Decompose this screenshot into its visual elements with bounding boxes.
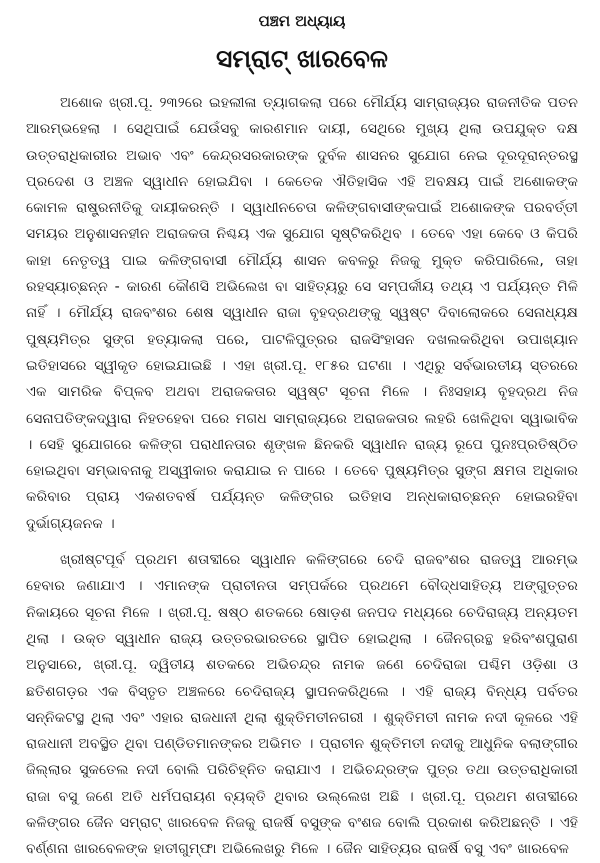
paragraph-2: ଖ୍ରୀଷ୍ଟପୂର୍ବ ପ୍ରଥମ ଶତାବ୍ଦୀରେ ସ୍ୱାଧୀନ କଳିଙ୍ଗରେ ଚେଦି ରାଜବଂଶର ରାଜତ୍ୱ ଆରମ୍ଭ ହେବାର ଜଣାଯାଏ । ଏମାନଙ୍କ ପ୍ରାଚୀନତା ସମ୍ପର୍କରେ ପ୍ରଥମେ ବୌଦ୍ଧସାହିତ୍ୟ ଅଙ୍ଗୁତ୍ତର ନିକାୟରେ ସୂଚନା ମିଳେ । ଖ୍ରୀ.ପୂ. ଷଷ୍ଠ ଶତକରେ ଷୋଡ଼ଶ ଜନପଦ ମଧ୍ୟରେ ଚେଦିରାଜ୍ୟ ଅନ୍ୟତମ ଥିଲା । ଉକ୍ତ ସ୍ୱାଧୀନ ରାଜ୍ୟ ଉତ୍ତରଭାରତରେ ସ୍ଥାପିତ ହୋଇଥିଲା । ଜୈନଗ୍ରନ୍ଥ ହରିବଂଶପୁରାଣ ଅନୁସାରେ, ଖ୍ରୀ.ପୂ. ଦ୍ୱିତୀୟ ଶତକରେ ଅଭିଚନ୍ଦ୍ର ନାମକ ଜଣେ ଚେଦିରାଜା ପଶ୍ଚିମ ଓଡ଼ିଶା ଓ ଛତିଶଗଡ଼ର ଏକ ବିସ୍ତୃତ ଅଞ୍ଚଳରେ ଚେଦିରାଜ୍ୟ ସ୍ଥାପନକରିଥିଲେ । ଏହି ରାଜ୍ୟ ବିନ୍ଧ୍ୟ ପର୍ବତର ସନ୍ନିକଟସ୍ଥ ଥିଲା ଏବଂ ଏହାର ରାଜଧାନୀ ଥିଲା ଶୁକ୍ତିମତୀନଗରୀ । ଶୁକ୍ତିମତୀ ନାମକ ନଦୀ କୂଳରେ ଏହି ରାଜଧାନୀ ଅବସ୍ଥିତ ଥିବା ପଣ୍ଡିତମାନଙ୍କର ଅଭିମତ । ପ୍ରାଚୀନ ଶୁକ୍ତିମତୀ ନଦୀକୁ ଆଧୁନିକ ବଲାଙ୍ଗୀର ଜିଲ୍ଲାର ସୁକତେଲ ନଦୀ ବୋଲି ପରିଚିହ୍ନିତ କରାଯାଏ । ଅଭିଚନ୍ଦ୍ରଙ୍କ ପୁତ୍ର ତଥା ଉତ୍ତରାଧିକାରୀ ରାଜା ବସୁ ଜଣେ ଅତି ଧର୍ମପରାୟଣ ବ୍ୟକ୍ତି ଥିବାର ଉଲ୍ଲେଖ ଅଛି । ଖ୍ରୀ.ପୂ. ପ୍ରଥମ ଶତାବ୍ଦୀରେ କଳିଙ୍ଗର ଜୈନ ସମ୍ରାଟ୍ ଖାରବେଳ ନିଜକୁ ରାଜର୍ଷି ବସୁଙ୍କ ବଂଶଜ ବୋଲି ପ୍ରକାଶ କରିଅଛନ୍ତି । ଏହି ବର୍ଣ୍ଣନା ଖାରବେଳଙ୍କ ହାତୀଗୁମ୍ଫା ଅଭିଲେଖରୁ ମିଳେ । ଜୈନ ସାହିତ୍ୟର ରାଜର୍ଷି ବସୁ ଏବଂ ଖାରବେଳ [26, 552, 578, 858]
paragraph-1: ଅଶୋକ ଖ୍ରୀ.ପୂ. ୨୩୨ରେ ଇହଲୀଳା ତ୍ୟାଗକଲା ପରେ ମୌର୍ଯ୍ୟ ସାମ୍ରାଜ୍ୟର ରାଜନୀତିକ ପତନ ଆରମ୍ଭହେଲା । ସେଥିପାଇଁ ଯେଉଁସବୁ କାରଣମାନ ଦାୟୀ, ସେଥିରେ ମୁଖ୍ୟ ଥିଲା ଉପଯୁକ୍ତ ଦକ୍ଷ ଉତ୍ତରାଧିକାରୀର ଅଭାବ ଏବଂ କେନ୍ଦ୍ରସରକାରଙ୍କ ଦୁର୍ବଳ ଶାସନର ସୁଯୋଗ ନେଇ ଦୂରଦୂରାନ୍ତରସ୍ଥ ପ୍ରଦେଶ ଓ ଅଞ୍ଚଳ ସ୍ୱାଧୀନ ହୋଇଯିବା । କେତେକ ଐତିହାସିକ ଏହି ଅବକ୍ଷୟ ପାଇଁ ଅଶୋକଙ୍କ କୋମଳ ରାଷ୍ଟ୍ରନୀତିକୁ ଦାୟୀକରନ୍ତି । ସ୍ୱାଧୀନଚେତା କଳିଙ୍ଗବାସୀଙ୍କପାଇଁ ଅଶୋକଙ୍କ ପରବର୍ତ୍ତୀ ସମୟର ଅନୁଶାସନହୀନ ଅରାଜକତା ନିଶ୍ଚୟ ଏକ ସୁଯୋଗ ସୃଷ୍ଟିକରିଥିବ । ତେବେ ଏହା କେବେ ଓ କିପରି କାହା ନେତୃତ୍ୱ ପାଇ କଳିଙ୍ଗବାସୀ ମୌର୍ଯ୍ୟ ଶାସନ କବଳରୁ ନିଜକୁ ମୁକ୍ତ କରିପାରିଲେ, ତାହା ରହସ୍ୟାଚ୍ଛନ୍ନ - କାରଣ କୌଣସି ଅଭିଲେଖ ବା ସାହିତ୍ୟରୁ ସେ ସମ୍ପର୍କୀୟ ତଥ୍ୟ ଏ ପର୍ଯ୍ୟନ୍ତ ମିଳି ନାହିଁ । ମୌର୍ଯ୍ୟ ରାଜବଂଶର ଶେଷ ସ୍ୱାଧୀନ ରାଜା ବୃହଦ୍ରଥଙ୍କୁ ସ୍ୱଷ୍ଟ ଦିବାଲୋକରେ ସେନାଧ୍ୟକ୍ଷ ପୁଷ୍ୟମିତ୍ର ସୁଙ୍ଗ ହତ୍ୟାକଲା ପରେ, ପାଟଳିପୁତ୍ରର ରାଜସିଂହାସନ ଦଖଲକରିଥିବା ଉପାଖ୍ୟାନ ଇତିହାସରେ ସ୍ୱୀକୃତ ହୋଇଯାଇଛି । ଏହା ଖ୍ରୀ.ପୂ. ୧୮୫ର ଘଟଣା । ଏଥିରୁ ସର୍ବଭାରତୀୟ ସ୍ତରରେ ଏକ ସାମରିକ ବିପ୍ଳବ ଅଥବା ଅରାଜକତାର ସ୍ୱଷ୍ଟ ସୂଚନା ମିଳେ । ନିଃସହାୟ ବୃହଦ୍ରଥ ନିଜ ସେନାପତିଙ୍କଦ୍ୱାରା ନିହତହେବା ପରେ ମଗଧ ସାମ୍ରାଜ୍ୟରେ ଅରାଜକତାର ଲହରି ଖେଳିଥିବା ସ୍ୱାଭାବିକ । ସେହି ସୁଯୋଗରେ କଳିଙ୍ଗ ପରାଧୀନତାର ଶୃଙ୍ଖଳ ଛିନକରି ସ୍ୱାଧୀନ ରାଜ୍ୟ ରୂପେ ପୁନଃପ୍ରତିଷ୍ଠିତ ହୋଇଥିବା ସମ୍ଭାବନାକୁ ଅସ୍ୱୀକାର କରାଯାଇ ନ ପାରେ । ତେବେ ପୁଷ୍ୟମିତ୍ର ସୁଙ୍ଗ କ୍ଷମତା ଅଧିକାର କରିବାର ପ୍ରାୟ ଏକଶତବର୍ଷ ପର୍ଯ୍ୟନ୍ତ କଳିଙ୍ଗର ଇତିହାସ ଅନ୍ଧକାରାଚ୍ଛନ୍ନ ହୋଇରହିବା ଦୁର୍ଭାଗ୍ୟଜନକ । [26, 95, 578, 532]
chapter-heading: ପଞ୍ଚମ ଅଧ୍ୟାୟ [258, 12, 346, 30]
page-title: ସମ୍ରାଟ୍ ଖାରବେଳ [216, 44, 388, 73]
